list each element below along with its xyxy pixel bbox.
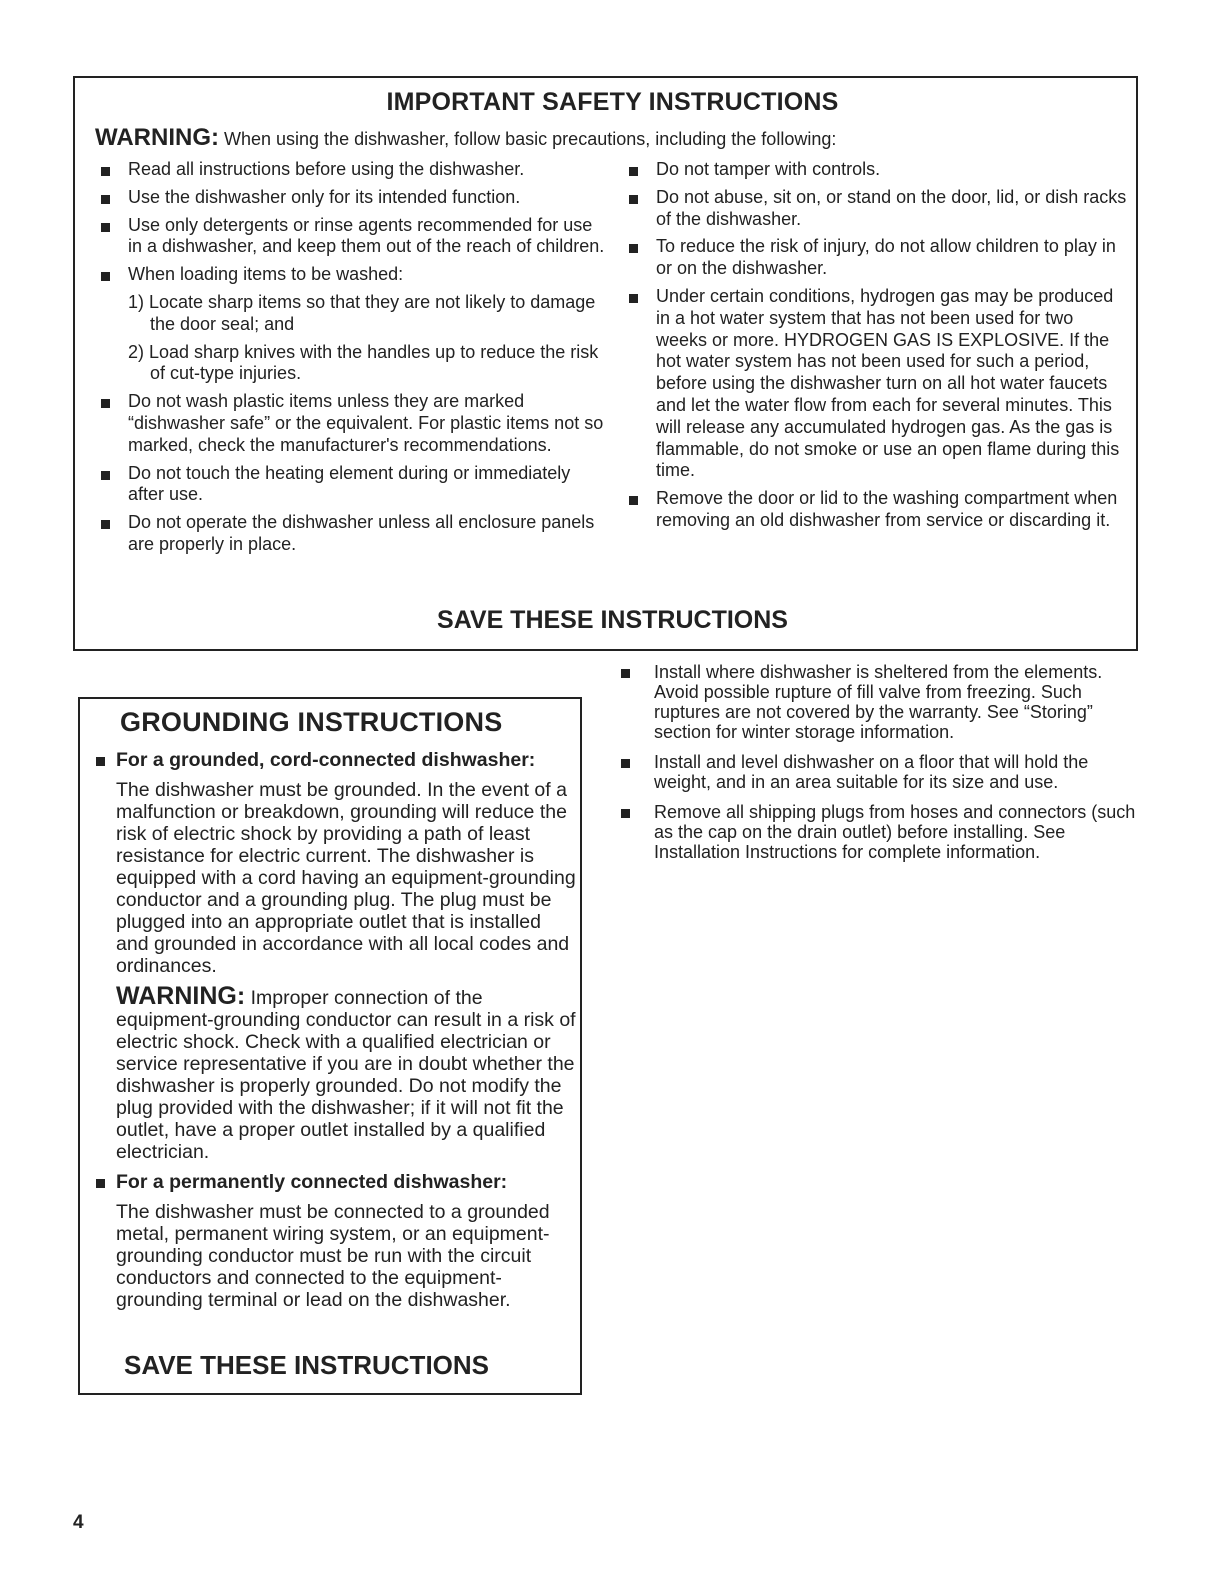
list-item: Install and level dishwasher on a floor that will hold the weight, and in an area suitable for its size and use. <box>612 752 1142 792</box>
permanent-connected-heading: For a permanently connected dishwasher: <box>116 1171 508 1193</box>
page-number: 4 <box>73 1512 84 1533</box>
warning-label: WARNING: <box>95 124 219 151</box>
bullet-square-icon <box>629 294 638 303</box>
list-item: Remove the door or lid to the washing compartment when removing an old dishwasher from service or discarding it. <box>613 488 1128 532</box>
list-item: To reduce the risk of injury, do not allow children to play in or on the dishwasher. <box>613 236 1128 280</box>
bullet-square-icon <box>629 244 638 253</box>
list-item: Use only detergents or rinse agents recommended for use in a dishwasher, and keep them out of the reach of children. <box>85 215 610 259</box>
list-item: Do not touch the heating element during or immediately after use. <box>85 463 610 507</box>
list-item: Read all instructions before using the dishwasher. <box>85 159 610 181</box>
safety-left-list <box>85 159 610 562</box>
grounding-save-instructions: SAVE THESE INSTRUCTIONS <box>124 1350 490 1380</box>
list-item: Do not tamper with controls. <box>613 159 1128 181</box>
safety-right-list <box>613 159 1128 538</box>
install-list <box>612 662 1142 872</box>
bullet-square-icon <box>101 223 110 232</box>
bullet-square-icon <box>101 399 110 408</box>
bullet-square-icon <box>101 167 110 176</box>
warning-text: Improper connection of the equipment-grounding conductor can result in a risk of electric shock. Check with a qualified electrician or service representative if you are in doubt whether the dishwasher is properly grounded. Do not modify the plug provided with the dishwasher; if it will not fit the outlet, have a proper outlet installed by a qualified electrician. <box>116 987 576 1163</box>
list-item <box>78 1171 578 1311</box>
bullet-square-icon <box>621 809 630 818</box>
bullet-square-icon <box>101 195 110 204</box>
grounding-warning <box>116 982 578 1163</box>
cord-connected-text: The dishwasher must be grounded. In the event of a malfunction or breakdown, grounding will reduce the risk of electric shock by providing a path of least resistance for electric current. The dishwasher is equipped with a cord having an equipment-grounding conductor and a grounding plug. The plug must be plugged into an appropriate outlet that is installed and grounded in accordance with all local codes and ordinances. <box>116 779 576 977</box>
bullet-square-icon <box>96 1179 105 1188</box>
grounding-list <box>78 749 578 1319</box>
bullet-square-icon <box>629 167 638 176</box>
list-item: Do not abuse, sit on, or stand on the door, lid, or dish racks of the dishwasher. <box>613 187 1128 231</box>
sub-list-item: 1) Locate sharp items so that they are not likely to damage the door seal; and <box>128 291 596 334</box>
bullet-square-icon <box>621 669 630 678</box>
bullet-square-icon <box>629 195 638 204</box>
bullet-square-icon <box>101 520 110 529</box>
list-item: Remove all shipping plugs from hoses and connectors (such as the cap on the drain outlet) before installing. See Installation Instructions for complete information. <box>612 802 1142 862</box>
warning-label: WARNING: <box>116 982 246 1010</box>
bullet-square-icon <box>629 496 638 505</box>
bullet-square-icon <box>621 759 630 768</box>
list-item: Do not operate the dishwasher unless all enclosure panels are properly in place. <box>85 512 610 556</box>
safety-warning <box>95 124 836 152</box>
sub-list-item: 2) Load sharp knives with the handles up to reduce the risk of cut-type injuries. <box>128 341 599 384</box>
safety-save-instructions: SAVE THESE INSTRUCTIONS <box>437 606 788 634</box>
grounding-title: GROUNDING INSTRUCTIONS <box>120 707 503 737</box>
list-item: Install where dishwasher is sheltered from the elements. Avoid possible rupture of fill valve from freezing. Such ruptures are not covered by the warranty. See “Storing” section for winter storage information. <box>612 662 1142 742</box>
list-item: Under certain conditions, hydrogen gas may be produced in a hot water system that has not been used for two weeks or more. HYDROGEN GAS IS EXPLOSIVE. If the hot water system has not been used for such a period, before using the dishwasher turn on all hot water faucets and let the water flow from each for several minutes. This will release any accumulated hydrogen gas. As the gas is flammable, do not smoke or use an open flame during this time. <box>613 286 1128 482</box>
bullet-square-icon <box>101 272 110 281</box>
list-item <box>78 749 578 1163</box>
permanent-connected-text: The dishwasher must be connected to a grounded metal, permanent wiring system, or an equipment-grounding conductor must be run with the circuit conductors and connected to the equipment-grounding terminal or lead on the dishwasher. <box>116 1201 550 1311</box>
safety-title: IMPORTANT SAFETY INSTRUCTIONS <box>386 88 839 116</box>
bullet-square-icon <box>96 757 105 766</box>
list-item: When loading items to be washed: 1) Locate sharp items so that they are not likely to damage the door seal; and 2) Load sharp knives with the handles up to reduce the risk of cut-type injuries. <box>85 264 610 385</box>
list-item: Do not wash plastic items unless they are marked “dishwasher safe” or the equivalent. For plastic items not so marked, check the manufacturer's recommendations. <box>85 391 610 456</box>
bullet-square-icon <box>101 471 110 480</box>
warning-text: When using the dishwasher, follow basic precautions, including the following: <box>224 129 837 149</box>
list-item: Use the dishwasher only for its intended function. <box>85 187 610 209</box>
cord-connected-heading: For a grounded, cord-connected dishwasher: <box>116 749 536 771</box>
